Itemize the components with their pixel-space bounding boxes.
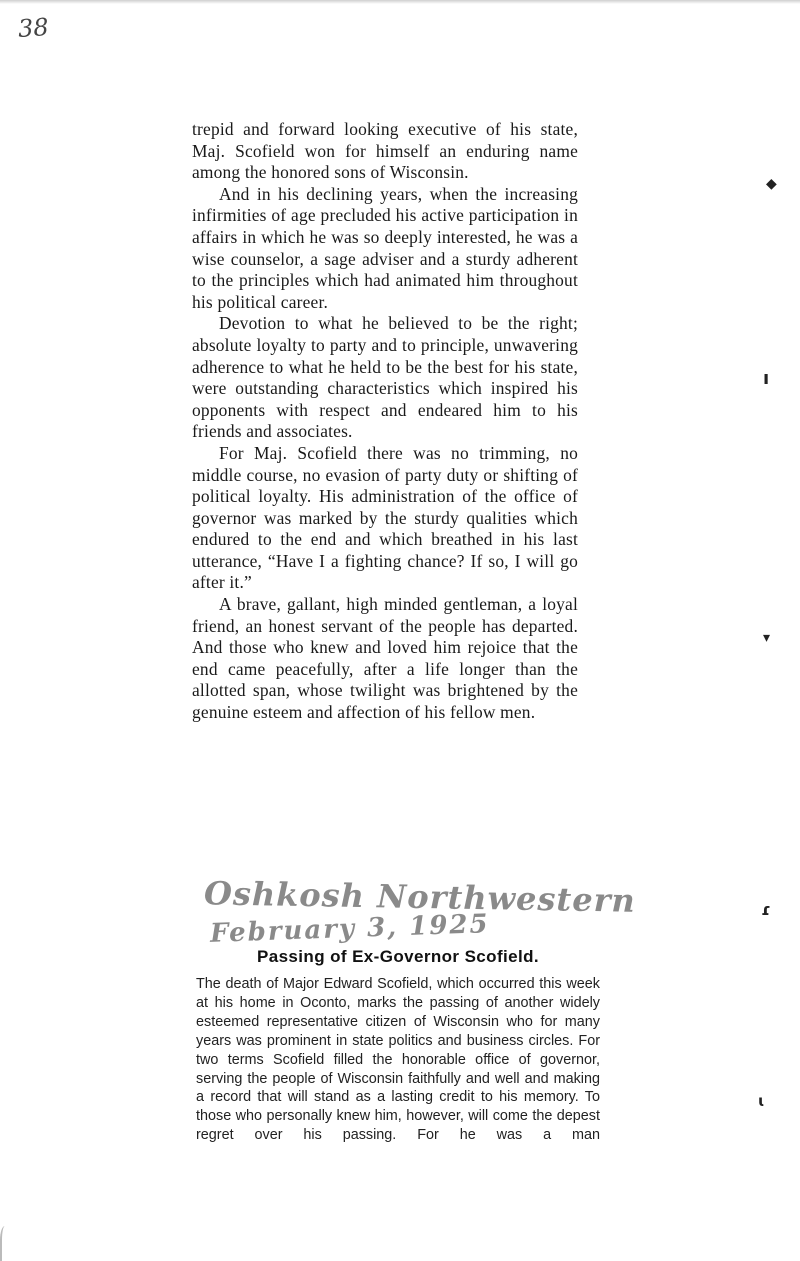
- page-left-edge: [0, 1226, 12, 1261]
- margin-mark-icon: ▾: [763, 630, 771, 646]
- article-paragraph-4: For Maj. Scofield there was no trimming, no middle course, no evasion of party duty or shifting of political loyalty. His administration of the office of governor was marked by the sturdy qualities which endured to the end and which breathed in his last utterance, “Have I a fighting chance? If so, I will go after it.”: [192, 442, 578, 593]
- margin-mark-icon: ɾ: [761, 900, 771, 919]
- page-top-edge: [0, 0, 800, 4]
- article-paragraph-5: A brave, gallant, high minded gentleman, a loyal friend, an honest servant of the people has departed. And those who knew and loved him rejoice that the end came peacefully, after a life longer than the allotted span, whose twilight was brightened by the genuine esteem and affection of his fellow men.: [192, 594, 578, 723]
- clipping-body: The death of Major Edward Scofield, which occurred this week at his home in Oconto, marks the passing of another widely esteemed representative citizen of Wisconsin who for many years was prominent in state politics and business circles. For two terms Scofield filled the honorable office of governor, serving the people of Wisconsin faithfully and well and making a record that will stand as a lasting credit to his memory. To those who personally knew him, however, will come the depest regret over his passing. For he was a man: [196, 976, 600, 1144]
- article-column: [192, 119, 578, 724]
- margin-mark-icon: ɩ: [758, 1092, 765, 1110]
- handwritten-source: Oshkosh Northwestern: [203, 874, 637, 920]
- margin-mark-icon: ı: [763, 368, 770, 389]
- margin-mark-icon: ◆: [766, 176, 777, 192]
- handwritten-date: February 3, 1925: [209, 909, 491, 949]
- article-paragraph-1: trepid and forward looking executive of his state, Maj. Scofield won for himself an enduring name among the honored sons of Wisconsin.: [192, 119, 578, 183]
- article-paragraph-2: And in his declining years, when the increasing infirmities of age precluded his active participation in affairs in which he was so deeply interested, he was a wise counselor, a sage adviser and a sturdy adherent to the principles which had animated him throughout his political career.: [192, 183, 578, 312]
- page-number: 38: [17, 12, 50, 44]
- clipping-heading: Passing of Ex-Governor Scofield.: [256, 947, 540, 966]
- handwritten-annotation: [196, 874, 637, 950]
- article-paragraph-3: Devotion to what he believed to be the right; absolute loyalty to party and to principle, unwavering adherence to what he held to be the best for his state, were outstanding characteristics which inspired his opponents with respect and endeared him to his friends and associates.: [192, 313, 578, 442]
